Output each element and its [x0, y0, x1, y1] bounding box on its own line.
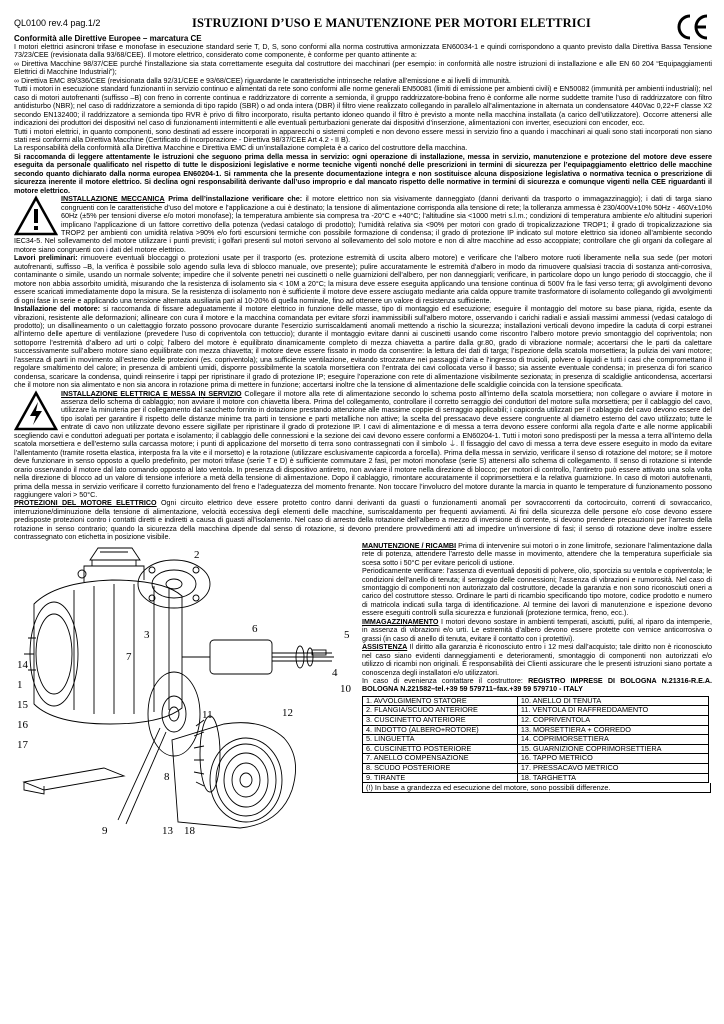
assistance-paragraph — [362, 643, 712, 677]
document-page — [14, 12, 713, 837]
contact-paragraph — [362, 677, 712, 694]
part-cell: 12. COPRIVENTOLA — [517, 716, 708, 726]
motor-installation-paragraph — [14, 305, 712, 390]
mechanical-paragraph — [14, 195, 712, 254]
part-cell: 9. TIRANTE — [363, 773, 518, 783]
electrical-paragraph — [14, 390, 712, 500]
part-cell: 2. FLANGIA/SCUDO ANTERIORE — [363, 706, 518, 716]
intro-paragraph: Tutti i motori elettrici, in quanto componenti, sono destinati ad essere incorporati in apparecchi o sistemi completi e non devono essere messi in servizio fino a quando i macchinari ai quali sono stati incorporati non siano stati resi conformi alla Direttiva Macchine (Certificato di Incorporazione - Direttiva 98/37/CEE Art 4.2 - II B). — [14, 127, 712, 144]
motor-installation-heading: Installazione del motore: — [14, 305, 100, 314]
electrical-hazard-icon — [14, 390, 58, 432]
callout-16: 16 — [17, 718, 28, 731]
callout-11: 11 — [202, 708, 213, 721]
mechanical-lead: Prima dell’installazione verificare che: — [168, 195, 303, 204]
callout-8: 8 — [164, 770, 170, 783]
callout-14: 14 — [17, 658, 28, 671]
parts-note: (!) In base a grandezza ed esecuzione del motore, sono possibili differenze. — [362, 783, 711, 793]
part-cell: 10. ANELLO DI TENUTA — [517, 696, 708, 706]
callout-12: 12 — [282, 706, 293, 719]
motor-installation-text: si raccomanda di fissare adeguatamente il motore elettrico in funzione delle masse, tipo di montaggio ed esecuzione; eseguire il montaggio del motore su base piana, rigida, esente da vibrazioni, resistente alle deformazioni; allineare con cura il motore e la macchina comandata per evitare sforzi inammissibili sull’albero motore, osservando i carichi radiali e assiali massimi ammessi (vedasi catalogo di prodotto); un disallineamento o un calettaggio forzato possono provocare durante l’esercizio surriscaldamenti anomali mettendo a rischio la sicurezza; installazioni verticali devono impedire la caduta di corpi estranei all’interno delle aperture di ventilazione (prevedere l’uso di copriventola con tettuccio); durante il montaggio evitare danni ai cuscinetti usando come riscontro l’albero motore previo smontaggio del copriventola; non sottoporre l’estremità d’albero ad urti o colpi; l’albero del motore è equilibrato dinamicamente completo di mezza chiavetta a partire dalla gr.80, grado di vibrazione normale; accertarsi che le parti da calettare successivamente sull’albero motore siano equilibrate con mezza chiavetta; il motore deve essere fissato in modo da consentire: la lettura dei dati di targa; l’ispezione della scatola morsettiera; la pulizia dei vani motore; l’assenza di parti in movimento all’esterno delle protezioni (es. copriventola); una sufficiente ventilazione, evitando strozzature nei passaggi d’aria e l’ingresso di trucioli, polvere o liquidi e tutti i casi che compromettano il regolare smaltimento del calore; in presenza di ambienti umidi, disporre possibilmente la scatola morsettiera con l’entrata dei cavi collocata verso il basso; sia assente eventuale condensa; in presenza di fori scarico condensa, scaricare la condensa, quindi reinserire i tappi per ripristinare il grado di protezione IP; eseguire l’operazione con rete di alimentazione visibilmente sezionata; in presenza di scaldiglie anticondensa, accertarsi che il motore non sia alimentato e non sia ancora in rotazione prima di mettere in funzione; accertarsi inoltre che la tensione di alimentazione delle scaldiglie coincida con la tensione specificata. — [14, 305, 713, 390]
callout-2: 2 — [194, 548, 200, 561]
part-cell: 18. TARGHETTA — [517, 773, 708, 783]
part-cell: 3. CUSCINETTO ANTERIORE — [363, 716, 518, 726]
parts-table — [362, 696, 709, 783]
intro-paragraph: Tutti i motori in esecuzione standard funzionanti in servizio continuo e alimentati da rete sono conformi alle norme generali EN50081 (limiti di emissione per ambienti civili) e EN50082 (immunità per ambienti industriali); nel caso di motori autofrenanti (suffisso –B) con freno in corrente continua e raddrizzatore di corrente a semionda, il gruppo raddrizzatore-bobina freno è conforme alle norme suddette tramite l’uso di raddrizzatore con filtro antidisturbo (NBR); nel caso di raddrizzatore a semionda di tipo rapido (SBR) o ad onda intera (DBR) il filtro viene realizzato collegando in parallelo all’alimentazione in alternata un condensatore 440Vac 0,22÷F classe X2 secondo EN132400; il raddrizzatore a semionda tipo RVR è privo di filtro incorporato, risulta pertanto idoneo quando il filtro è previsto a monte nella macchina installata (a carico dell’utilizzatore). Occorre attenersi alle indicazioni dei produttori dei dispositivi nel caso di funzionamenti intermittenti e alle eventuali perturbazioni generate dai dispositivi d’inserzione, alimentazioni con inverter, esecuzioni con encoder, ecc. — [14, 85, 712, 128]
maintenance-paragraph — [362, 542, 712, 567]
intro-section — [14, 43, 712, 195]
drawing-callouts — [17, 549, 352, 837]
page-header — [14, 12, 712, 38]
part-cell: 5. LINGUETTA — [363, 735, 518, 745]
protection-text: Ogni circuito elettrico deve essere protetto contro danni derivanti da guasti o funzionamenti anomali per sovraccorrenti da cortocircuito, correnti di sovraccarico, interruzione/diminuzione della tensione di alimentazione, velocità eccessiva degli elementi delle macchine, surriscaldamento per frequenti avviamenti. Ai fini della sicurezza delle persone e/o cose devono essere predisposte protezioni contro i contatti diretti e indiretti a causa di guasti all’isolamento. Nel caso di arresto della rotazione dell’albero a mezzo di inversione di corrente, si devono prendere precauzioni per l’arresto della rotazione in senso contrario; quando la sicurezza della macchina dipende dal senso di rotazione, si devono prendere provvedimenti atti ad impedire un’inversione di fasi; il senso di rotazione deve inoltre essere contrassegnato con etichetta in posizione visibile. — [14, 499, 713, 542]
exploded-motor-drawing — [14, 542, 362, 838]
callout-9: 9 — [102, 824, 108, 837]
mechanical-text: il motore elettrico non sia visivamente danneggiato (danni derivanti da trasporto o immagazzinaggio); i dati di targa siano congruenti con le caratteristiche d’uso del motore e l’applicazione a cui è destinato; la tensione di alimentazione corrisponda alla tensione di rete; la tolleranza ammessa è 230/400V±10% 50Hz - 460V±10% 60Hz (±5% per tensioni diverse e/o motori monofase); la temperatura ambiente sia compresa tra -20°C e +40°C; l’altitudine sia <1000 metri s.l.m.; condizioni di temperatura ambiente e/o altitudini superiori implicano l’applicazione di un fattore correttivo della potenza (vedasi catalogo di prodotto); l’umidità relativa sia <90% per motori con grado di tropicalizzazione TROP1; il grado di tropicalizzazione sia TROP2 per ambienti con umidità relativa >90% e/o forti escursioni termiche con possibile formazione di condensa; il grado di protezione IP indicato sul motore elettrico sia idoneo all’ambiente secondo IEC34-5. Nel sollevamento del motore utilizzare i punti previsti; i golfari presenti sul motori servono al sollevamento del solo motore e non di altre macchine ad esso accoppiate; controllare che gli organi da collegare al motore siano congruenti con i dati del motore elettrico. — [14, 195, 713, 254]
callout-6: 6 — [252, 622, 258, 635]
safety-recommendation: Si raccomanda di leggere attentamente le istruzioni che seguono prima della messa in servizio: ogni operazione di installazione, messa in servizio, manutenzione e protezione del motore deve essere eseguita da personale qualificato nel rispetto di tutte le disposizioni legislative e norme tecniche vigenti nonché delle prescrizioni in termini di sicurezza per l’equipaggiamento elettrico delle macchine secondo quanto dichiarato dalla norma europea EN60204-1. Si rammenta che la presente documentazione integra e non sostituisce alcuna disposizione legislativa o normativa tecnica o prescrizione di sicurezza inerente il motore elettrico. Si declina ogni responsabilità derivante dall’uso improprio e dal mancato rispetto delle normative in termini di sicurezza e comunque vigenti nella CEE riguardanti il motore elettrico. — [14, 152, 712, 195]
bottom-section — [14, 541, 713, 837]
section-title-conformity: Conformità alle Direttive Europee – marcatura CE — [14, 34, 202, 43]
intro-paragraph: ∞ Direttiva Macchine 98/37/CEE purché l’installazione sia stata correttamente eseguita dal costruttore dei macchinari (per esempio: in conformità alle nostre istruzioni di installazione e alle EN 60 204 “Equipaggiamenti Elettrici di Macchine Industriali”); — [14, 59, 712, 77]
part-cell: 7. ANELLO COMPENSAZIONE — [363, 754, 518, 764]
part-cell: 13. MORSETTIERA + CORREDO — [517, 725, 708, 735]
maintenance-heading: MANUTENZIONE / RICAMBI — [362, 541, 457, 550]
callout-13: 13 — [162, 824, 173, 837]
maintenance-checks-paragraph: Periodicamente verificare: l’assenza di eventuali depositi di polvere, olio, sporcizia su ventola e copriventola; le condizioni dell’anello di tenuta; il serraggio delle connessioni; l’assenza di vibrazioni e rumorosità. Nel caso di smontaggio di componenti non autorizzato dal costruttore, decade la garanzia e non sono riconosciuti oneri a carico del costruttore stesso. Ordinare le parti di ricambio specificando tipo motore, codice prodotto e numero di matricola indicati sulla targa di identificazione. Al termine dei lavori di manutenzione e ispezione devono essere eseguiti controlli sulla sicurezza e funzionali (protezione termica, freno, ecc.). — [362, 567, 712, 618]
part-cell: 11. VENTOLA DI RAFFREDDAMENTO — [517, 706, 708, 716]
part-cell: 8. SCUDO POSTERIORE — [363, 764, 518, 774]
part-cell: 17. PRESSACAVO METRICO — [517, 764, 708, 774]
callout-1: 1 — [17, 678, 23, 691]
table-row — [363, 716, 709, 726]
storage-paragraph — [362, 618, 712, 643]
intro-paragraph: La responsabilità della conformità alla Direttiva Macchine e Direttiva EMC di un’installazione completa è a carico del costruttore della macchina. — [14, 144, 468, 153]
warning-triangle-icon — [14, 195, 58, 237]
part-cell: 6. CUSCINETTO POSTERIORE — [363, 744, 518, 754]
callout-17: 17 — [17, 738, 28, 751]
page-title: ISTRUZIONI D’USO E MANUTENZIONE PER MOTORI ELETTRICI — [192, 16, 591, 30]
callout-18: 18 — [184, 824, 195, 837]
protection-section — [14, 499, 712, 541]
callout-5: 5 — [344, 628, 350, 641]
ce-mark-icon — [674, 12, 710, 42]
mechanical-heading: INSTALLAZIONE MECCANICA — [61, 195, 165, 204]
part-cell: 14. COPRIMORSETTIERA — [517, 735, 708, 745]
electrical-installation-section — [14, 390, 712, 500]
maintenance-column — [362, 542, 712, 794]
table-row — [363, 764, 709, 774]
protection-paragraph — [14, 499, 712, 541]
preliminary-heading: Lavori preliminari: — [14, 254, 78, 263]
table-row — [363, 735, 709, 745]
callout-4: 4 — [332, 666, 338, 679]
assistance-heading: ASSISTENZA — [362, 643, 408, 652]
maintenance-text: Prima di intervenire sui motori o in zone limitrofe, sezionare l’alimentazione dalla rete di potenza, attendere l’arresto delle masse in movimento, attendere che la temperatura superficiale sia scesa sotto i 50°C per evitare pericoli di ustione. — [362, 541, 713, 567]
part-cell: 15. GUARNIZIONE COPRIMORSETTIERA — [517, 744, 708, 754]
electrical-text: Collegare il motore alla rete di alimentazione secondo lo schema posto all’interno della scatola morsettiera; non collegare o avviare il motore in assenza dello schema di cablaggio; non avviare il motore con chiavetta libera. Prima del collegamento, controllare il corretto serraggio dei conduttori del motore sulla morsettiera; per il cablaggio del cavo, utilizzare la minuteria per il collegamento dal sacchetto fornito in dotazione prestando attenzione alle massime coppie di serraggio applicabili; i capicorda utilizzati per il cablaggio del cavo devono essere del tipo isolati per garantire il rispetto delle distanze minime tra parti in tensione e parti metalliche non attive; la scelta del pressacavo deve essere congruente al diametro esterno del cavo utilizzato; tutte le entrate di cavo non utilizzate devono essere sigillate per ripristinare il grado di protezione IP. I cavi di alimentazione e di messa a terra devono essere conformi alla regola d’arte e alle norme applicabili scegliendo cavi e conduttori adeguati per portata e isolamento; il cablaggio delle connessioni e la sezione dei cavi devono essere conformi a EN60204-1. Tutti i motori sono predisposti per la messa a terra all’interno della scatola morsettiera e dell’esterno sulla carcassa motore; i punti di applicazione del morsetto di terra sono contrassegnati con il simbolo ⏚. Il fissaggio del cavo di messa a terra deve essere eseguito in modo da evitare l’allentamento (tramite rosetta elastica, interposta fra la vite e il morsetto) e la rotazione (utilizzare esclusivamente capicorda a forcella). Prima della messa in servizio, verificare il senso di rotazione del motore; se il motore deve funzionare in senso opposto a quello predefinito, per motori trifase (serie T e D) è sufficiente commutare 2 fasi, per motori monofase (serie S) attenersi allo schema di collegamento. Il senso di rotazione si intende orario osservando il motore dal lato comando opposto al lato ventola. In presenza di dispositivo antiretro, non avviare il motore nella direzione di blocco; per motori di controllo, l’antiretro può essere attivato una sola volta nella direzione di blocco ad un valore di tensione inferiore a metà della tensione di alimentazione. Dopo il cablaggio, rimontare accuratamente il coprimorsettiera e la relativa guarnizione. In caso di motori autofrenanti, prima della messa in servizio verificare il corretto funzionamento del freno e l’adeguatezza del momento frenante. Non toccare l’involucro del motore durante la marcia in quanto le temperature di funzionamento possono raggiungere valori > 50°C. — [14, 389, 713, 500]
contact-details: REGISTRO IMPRESE DI BOLOGNA N.21316-R.E.A. BOLOGNA N.221582–tel.+39 59 579711–fax.+39 59 579710 - ITALY — [362, 676, 713, 694]
part-cell: 4. INDOTTO (ALBERO+ROTORE) — [363, 725, 518, 735]
part-cell: 1. AVVOLGIMENTO STATORE — [363, 696, 518, 706]
part-cell: 16. TAPPO METRICO — [517, 754, 708, 764]
mechanical-installation-section — [14, 195, 712, 389]
contact-lead: In caso di evenienza contattare il costruttore: — [362, 676, 523, 685]
storage-text: I motori devono sostare in ambienti temperati, asciutti, puliti, al riparo da intemperie, in assenza di vibrazioni e/o urti. Le estremità d’albero devono essere protette con vernice anticorrosiva o grassi (in caso di anello di tenuta, evitare il contatto con i protettivi). — [362, 617, 712, 643]
callout-3: 3 — [144, 628, 150, 641]
preliminary-text: rimuovere eventuali bloccaggi o protezioni usate per il trasporto (es. protezione estremità di uscita albero motore) e verificare che l’albero motore ruoti liberamente nella sua sede (per motori autofrenanti, suffisso –B, la verifica è possibile solo agendo sulla leva di sblocco manuale, ove presente); pulire accuratamente le estremità d’albero in modo da rimuovere qualsiasi traccia di sostanza anti-corrosiva, contaminante o simile, usando un normale solvente; impedire che il solvente penetri nei cuscinetti o nelle guarnizioni dell’albero, per non danneggiarli; verificare, in particolare dopo un lungo periodo di stoccaggio, che il motore non abbia assorbito umidità, misurando che la resistenza di isolamento sia < 10M a 20°C; la misura deve essere eseguita applicando una tensione continua di 500V fra le fasi verso terra; gli avvolgimenti devono essere scaricati immediatamente dopo la misura. Se la resistenza di isolamento non è sufficiente il motore deve essere asciugato mediante aria calda oppure tramite trasformatore di isolamento collegando gli avvolgimenti di ogni fase in serie e applicando una tensione alternata ausiliaria pari al 10-20% di quella nominale, fino ad ottenere un valore di resistenza sufficiente. — [14, 254, 713, 305]
callout-15: 15 — [17, 698, 28, 711]
assistance-text: Il diritto alla garanzia è riconosciuto entro i 12 mesi dall’acquisto; tale diritto non è riconosciuto nel caso siano evidenti danneggiamenti e deterioramenti, smontaggio di componenti non autorizzati e/o utilizzo di ricambi non originali. È responsabilità dei Clienti assicurare che le presenti istruzioni siano portate a conoscenza degli installatori e/o utilizzatori. — [362, 643, 713, 677]
electrical-heading: INSTALLAZIONE ELETTRICA E MESSA IN SERVIZIO — [61, 389, 242, 398]
document-code: QL0100 rev.4 pag.1/2 — [14, 18, 101, 28]
preliminary-paragraph — [14, 254, 712, 305]
protection-heading: PROTEZIONI DEL MOTORE ELETTRICO — [14, 499, 157, 508]
callout-7: 7 — [126, 650, 132, 663]
table-row — [363, 773, 709, 783]
intro-paragraph: I motori elettrici asincroni trifase e monofase in esecuzione standard serie T, D, S, sono conformi alla norma costruttiva armonizzata EN60034-1 e quindi corrispondono a quanto previsto dalla Direttiva Bassa Tensione 73/23/CEE (revisionata dalla 93/68/CEE). Il motore elettrico, considerato come componente, è conforme per quanto attinente a: — [14, 43, 712, 60]
storage-heading: IMMAGAZZINAMENTO — [362, 617, 439, 626]
intro-paragraph: ∞ Direttiva EMC 89/336/CEE (revisionata dalla 92/31/CEE e 93/68/CEE) riguardante le caratteristiche intrinseche relative all’emissione e ai livelli di immunità. — [14, 76, 511, 85]
callout-10: 10 — [340, 682, 351, 695]
